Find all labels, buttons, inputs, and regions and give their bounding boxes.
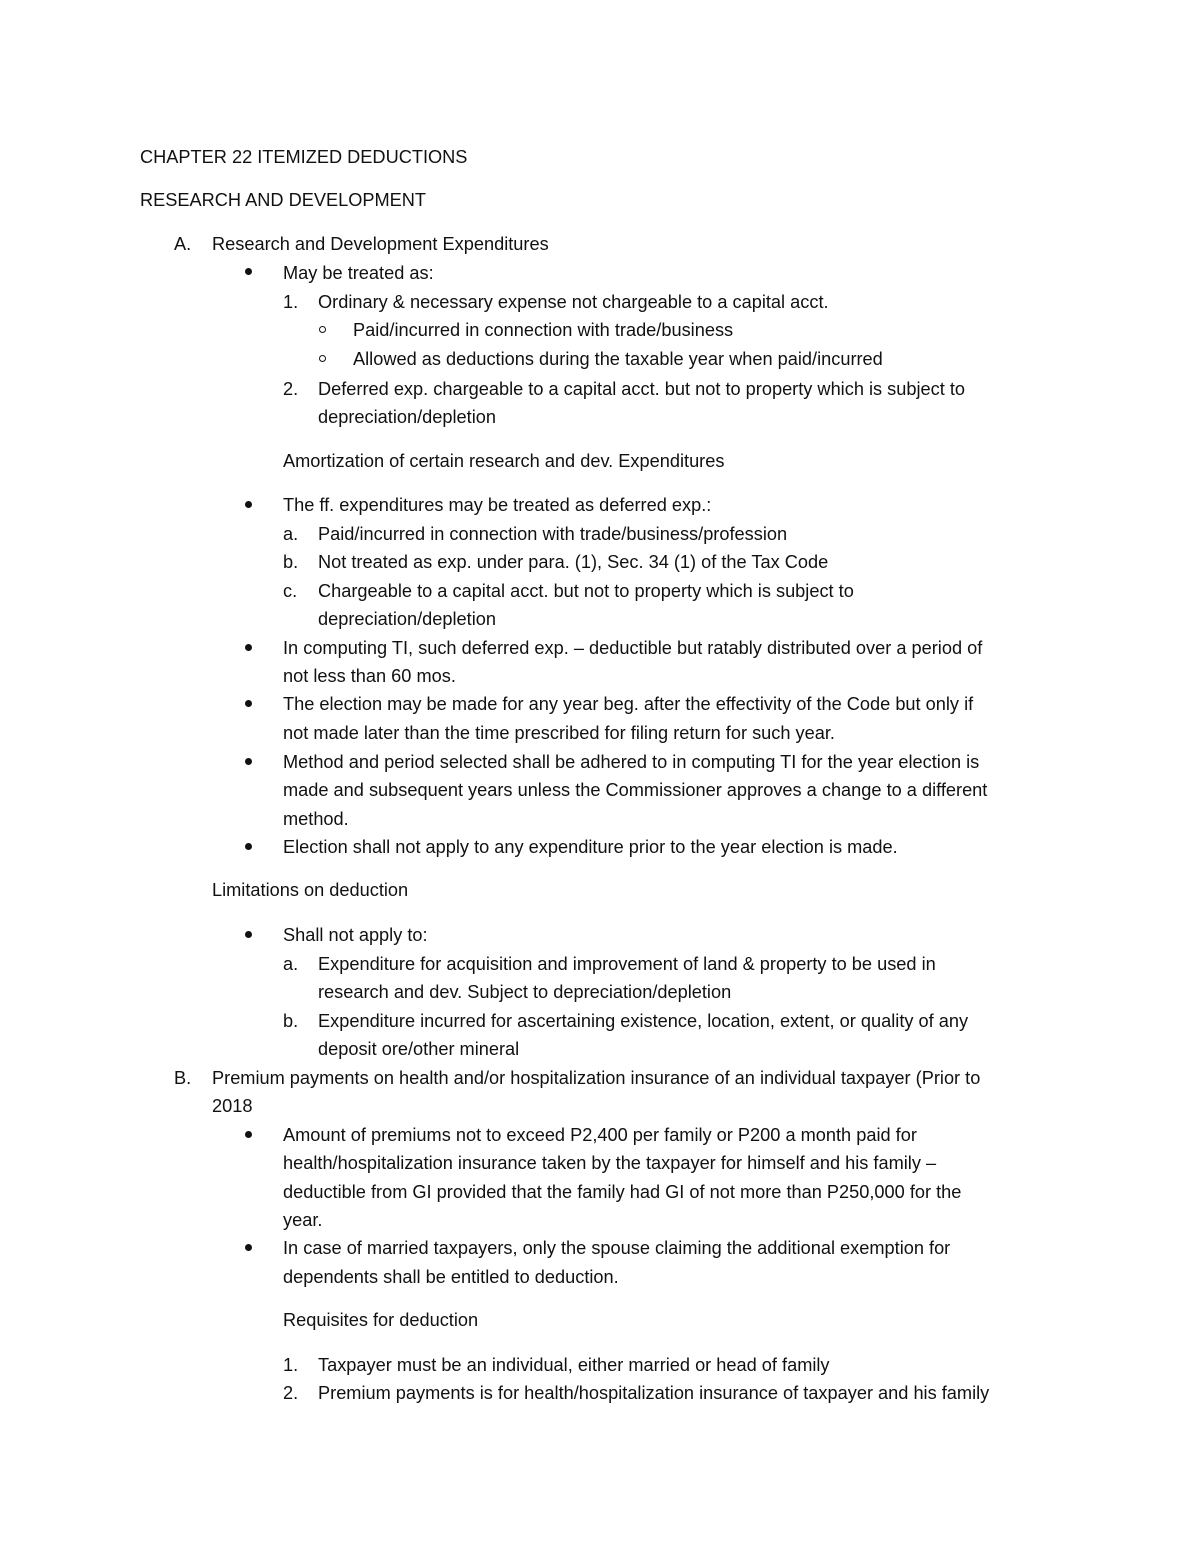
list-item: In computing TI, such deferred exp. – deductible but ratably distributed over a period of bbox=[283, 638, 983, 658]
bullet-icon bbox=[245, 268, 252, 275]
part-b-label: B. bbox=[174, 1068, 192, 1088]
list-letter: b. bbox=[283, 1011, 299, 1031]
list-number: 2. bbox=[283, 1383, 299, 1403]
subheading: Amortization of certain research and dev. Expenditures bbox=[283, 451, 725, 471]
list-number: 1. bbox=[283, 292, 299, 312]
bullet-icon bbox=[245, 1244, 252, 1251]
circle-bullet-icon bbox=[319, 326, 326, 333]
list-item-continuation: method. bbox=[283, 809, 349, 829]
list-item-continuation: made and subsequent years unless the Commissioner approves a change to a different bbox=[283, 780, 988, 800]
list-item: Election shall not apply to any expenditure prior to the year election is made. bbox=[283, 837, 898, 857]
list-letter: a. bbox=[283, 954, 299, 974]
list-item: Amount of premiums not to exceed P2,400 per family or P200 a month paid for bbox=[283, 1125, 917, 1145]
chapter-title: CHAPTER 22 ITEMIZED DEDUCTIONS bbox=[140, 147, 468, 167]
list-item: Expenditure for acquisition and improvement of land & property to be used in bbox=[318, 954, 936, 974]
bullet-icon bbox=[245, 700, 252, 707]
list-item: Shall not apply to: bbox=[283, 925, 428, 945]
list-letter: c. bbox=[283, 581, 298, 601]
list-item-continuation: depreciation/depletion bbox=[318, 609, 496, 629]
list-item: May be treated as: bbox=[283, 263, 434, 283]
list-item-continuation: not made later than the time prescribed for filing return for such year. bbox=[283, 723, 835, 743]
bullet-icon bbox=[245, 501, 252, 508]
list-item: The ff. expenditures may be treated as deferred exp.: bbox=[283, 495, 712, 515]
list-item: Not treated as exp. under para. (1), Sec. 34 (1) of the Tax Code bbox=[318, 552, 829, 572]
list-item: Allowed as deductions during the taxable year when paid/incurred bbox=[353, 349, 883, 369]
list-item-continuation: deposit ore/other mineral bbox=[318, 1039, 520, 1059]
part-b-heading: Premium payments on health and/or hospitalization insurance of an individual taxpayer (Prior to bbox=[212, 1068, 981, 1088]
list-item: The election may be made for any year beg. after the effectivity of the Code but only if bbox=[283, 694, 974, 714]
list-letter: a. bbox=[283, 524, 299, 544]
list-item: Method and period selected shall be adhered to in computing TI for the year election is bbox=[283, 752, 980, 772]
list-item: Paid/incurred in connection with trade/business bbox=[353, 320, 734, 340]
list-letter: b. bbox=[283, 552, 299, 572]
list-item: Paid/incurred in connection with trade/business/profession bbox=[318, 524, 788, 544]
list-item: Ordinary & necessary expense not chargeable to a capital acct. bbox=[318, 292, 829, 312]
bullet-icon bbox=[245, 644, 252, 651]
list-item-continuation: year. bbox=[283, 1210, 323, 1230]
list-item-continuation: dependents shall be entitled to deduction. bbox=[283, 1267, 619, 1287]
bullet-icon bbox=[245, 1131, 252, 1138]
list-number: 1. bbox=[283, 1355, 299, 1375]
part-a-heading: Research and Development Expenditures bbox=[212, 234, 549, 254]
circle-bullet-icon bbox=[319, 355, 326, 362]
list-item-continuation: research and dev. Subject to depreciation/depletion bbox=[318, 982, 732, 1002]
list-item: Expenditure incurred for ascertaining existence, location, extent, or quality of any bbox=[318, 1011, 969, 1031]
list-item: Taxpayer must be an individual, either married or head of family bbox=[318, 1355, 830, 1375]
list-item-continuation: health/hospitalization insurance taken by the taxpayer for himself and his family – bbox=[283, 1153, 937, 1173]
bullet-icon bbox=[245, 931, 252, 938]
list-item: Premium payments is for health/hospitalization insurance of taxpayer and his family bbox=[318, 1383, 990, 1403]
part-b-heading-continuation: 2018 bbox=[212, 1096, 253, 1116]
bullet-icon bbox=[245, 843, 252, 850]
subheading: Requisites for deduction bbox=[283, 1310, 479, 1330]
list-item-continuation: depreciation/depletion bbox=[318, 407, 496, 427]
part-a-label: A. bbox=[174, 234, 192, 254]
list-item: Deferred exp. chargeable to a capital acct. but not to property which is subject to bbox=[318, 379, 966, 399]
list-number: 2. bbox=[283, 379, 299, 399]
list-item-continuation: not less than 60 mos. bbox=[283, 666, 456, 686]
bullet-icon bbox=[245, 758, 252, 765]
list-item-continuation: deductible from GI provided that the family had GI of not more than P250,000 for the bbox=[283, 1182, 962, 1202]
list-item: Chargeable to a capital acct. but not to property which is subject to bbox=[318, 581, 854, 601]
section-heading: RESEARCH AND DEVELOPMENT bbox=[140, 190, 427, 210]
subheading: Limitations on deduction bbox=[212, 880, 409, 900]
list-item: In case of married taxpayers, only the spouse claiming the additional exemption for bbox=[283, 1238, 951, 1258]
